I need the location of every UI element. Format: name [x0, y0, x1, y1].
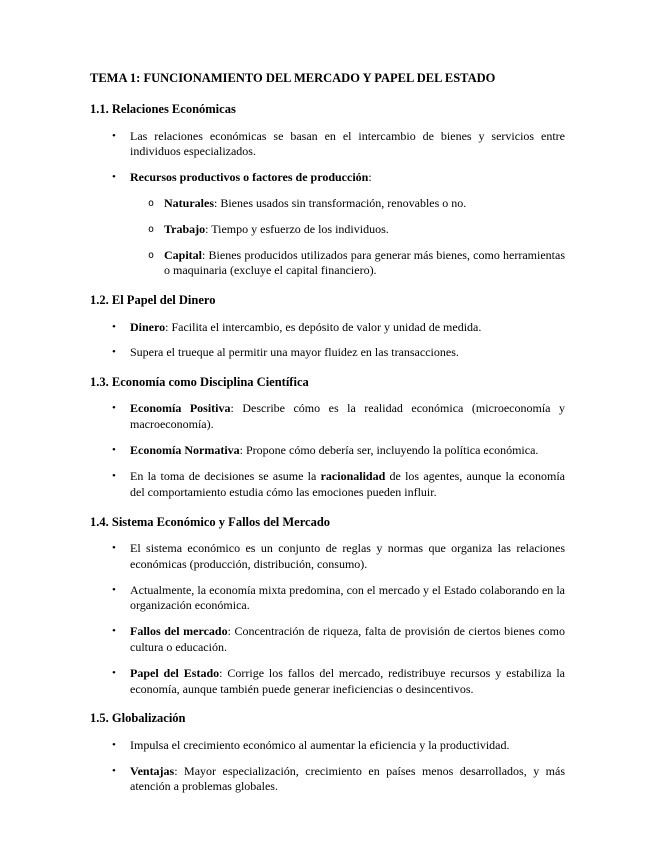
item-text — [130, 624, 565, 656]
section-heading: 1.5. Globalización — [90, 711, 186, 726]
item-text-run: : Tiempo y esfuerzo de los individuos. — [205, 221, 389, 236]
bullet-dot-icon: • — [112, 583, 116, 596]
bullet-dot-icon: • — [112, 171, 116, 184]
item-text-run: : Facilita el intercambio, es depósito de valor y unidad de medida. — [165, 319, 482, 334]
item-text-run: Las relaciones económicas se basan en el intercambio de bienes y servicios entre individuos especializados. — [130, 128, 565, 159]
bullet-dot-icon: • — [112, 541, 116, 554]
bullet-item — [148, 196, 565, 212]
bullet-item — [112, 345, 565, 361]
section-heading: 1.1. Relaciones Económicas — [90, 102, 236, 117]
bullet-circle-icon: o — [148, 197, 155, 209]
document-sections — [90, 101, 565, 795]
item-text-run: : — [368, 170, 372, 185]
item-text — [130, 401, 565, 433]
bullet-item — [112, 170, 565, 186]
item-text — [130, 443, 565, 459]
bullet-dot-icon: • — [112, 738, 116, 751]
item-text-bold-run: Dinero — [130, 319, 166, 334]
item-text — [130, 666, 565, 698]
section-heading: 1.2. El Papel del Dinero — [90, 293, 216, 308]
bullet-circle-icon: o — [148, 249, 155, 261]
item-text-run: : Bienes producidos utilizados para generar más bienes, como herramientas o maquinaria (excluye el capital financiero). — [164, 247, 565, 278]
item-text — [130, 129, 565, 161]
item-text — [130, 345, 565, 361]
item-text — [164, 196, 565, 212]
item-text-bold-run: Naturales — [164, 195, 214, 210]
item-text — [130, 738, 565, 754]
item-text-run: Actualmente, la economía mixta predomina, con el mercado y el Estado colaborando en la organización económica. — [130, 582, 565, 613]
item-text-run: : Describe cómo es la realidad económica (microeconomía y macroeconomía). — [130, 401, 566, 432]
bullet-dot-icon: • — [112, 444, 116, 457]
bullet-item — [112, 666, 565, 698]
item-text-bold-run: Economía Normativa — [130, 443, 240, 458]
document-title: TEMA 1: FUNCIONAMIENTO DEL MERCADO Y PAPEL DEL ESTADO — [90, 71, 496, 85]
bullet-item — [148, 222, 565, 238]
item-text-run: Impulsa el crecimiento económico al aumentar la eficiencia y la productividad. — [130, 737, 510, 752]
item-text-run: : Bienes usados sin transformación, renovables o no. — [214, 195, 467, 210]
item-text — [164, 248, 565, 280]
bullet-dot-icon: • — [112, 129, 116, 142]
bullet-dot-icon: • — [112, 402, 116, 415]
bullet-dot-icon: • — [112, 469, 116, 482]
item-text — [130, 583, 565, 615]
item-text-run: El sistema económico es un conjunto de reglas y normas que organiza las relaciones económicas (producción, distribución, consumo). — [130, 540, 565, 571]
bullet-item — [112, 541, 565, 573]
bullet-item — [148, 248, 565, 280]
item-text-run: En la toma de decisiones se asume la — [130, 468, 321, 483]
item-text-bold-run: Economía Positiva — [130, 401, 231, 416]
section-heading: 1.4. Sistema Económico y Fallos del Mercado — [90, 514, 331, 529]
item-text — [130, 764, 565, 796]
bullet-dot-icon: • — [112, 625, 116, 638]
item-text-bold-run: Trabajo — [164, 221, 206, 236]
bullet-item — [112, 583, 565, 615]
item-text — [130, 320, 565, 336]
item-text — [130, 170, 565, 186]
bullet-item — [112, 624, 565, 656]
item-text-bold-run: Fallos del mercado — [130, 624, 228, 639]
item-text — [130, 541, 565, 573]
item-text — [164, 222, 565, 238]
bullet-item — [112, 469, 565, 501]
item-text-bold-run: racionalidad — [320, 468, 386, 483]
bullet-item — [112, 738, 565, 754]
item-text-run: : Propone cómo debería ser, incluyendo la política económica. — [239, 443, 539, 458]
bullet-circle-icon: o — [148, 223, 155, 235]
bullet-item — [112, 443, 565, 459]
item-text-run: de los agentes, aunque la economía del comportamiento estudia cómo las emociones pueden influir. — [130, 468, 566, 499]
section-heading: 1.3. Economía como Disciplina Científica — [90, 375, 309, 390]
item-text-run: Supera el trueque al permitir una mayor fluidez en las transacciones. — [130, 345, 459, 360]
item-text-run: : Mayor especialización, crecimiento en países menos desarrollados, y más atención a problemas globales. — [130, 763, 565, 794]
item-text-bold-run: Papel del Estado — [130, 665, 220, 680]
item-text-bold-run: Capital — [164, 247, 203, 262]
item-text-run: : Corrige los fallos del mercado, redistribuye recursos y estabiliza la economía, aunque también puede generar ineficiencias o desincentivos. — [130, 665, 565, 696]
bullet-dot-icon: • — [112, 346, 116, 359]
item-text-bold-run: Ventajas — [130, 763, 175, 778]
bullet-dot-icon: • — [112, 666, 116, 679]
bullet-item — [112, 401, 565, 433]
bullet-item — [112, 129, 565, 161]
bullet-item — [112, 320, 565, 336]
item-text — [130, 469, 565, 501]
bullet-dot-icon: • — [112, 764, 116, 777]
bullet-dot-icon: • — [112, 320, 116, 333]
item-text-bold-run: Recursos productivos o factores de producción — [130, 170, 369, 185]
item-text-run: : Concentración de riqueza, falta de provisión de ciertos bienes como cultura o educación. — [130, 624, 566, 654]
bullet-item — [112, 764, 565, 796]
